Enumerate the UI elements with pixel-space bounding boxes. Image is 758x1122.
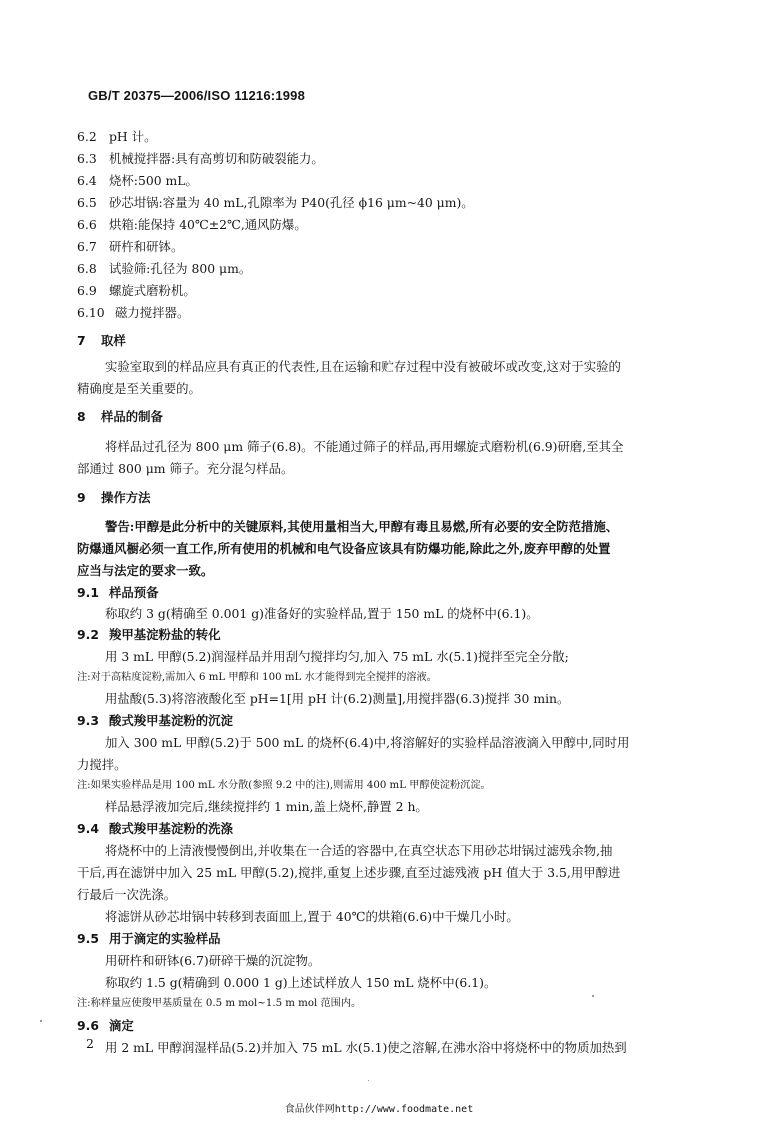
item-number: 6.6 <box>77 217 97 232</box>
list-item <box>77 214 307 235</box>
paragraph: 精确度是至关重要的。 <box>77 381 201 396</box>
paragraph: 将滤饼从砂芯坩锅中转移到表面皿上,置于 40℃的烘箱(6.6)中干燥几小时。 <box>105 909 519 924</box>
note: 注:对于高粘度淀粉,需加入 6 mL 甲醇和 100 mL 水才能得到完全搅拌的溶液。 <box>77 672 437 683</box>
item-text: 试验筛:孔径为 800 μm。 <box>109 261 252 276</box>
subsection-heading-9-2: 9.2 羧甲基淀粉盐的转化 <box>77 627 221 642</box>
section-heading-8: 8 样品的制备 <box>77 409 163 424</box>
scan-speck <box>592 995 594 997</box>
warning-text: 应当与法定的要求一致。 <box>77 563 214 578</box>
list-item <box>77 280 196 301</box>
paragraph: 将烧杯中的上清液慢慢倒出,并收集在一合适的容器中,在真空状态下用砂芯坩锅过滤残余物,抽 <box>105 843 613 858</box>
paragraph: 称取约 1.5 g(精确到 0.000 1 g)上述试样放人 150 mL 烧杯中(6.1)。 <box>105 975 497 990</box>
subsection-heading-9-4: 9.4 酸式羧甲基淀粉的洗涤 <box>77 821 233 836</box>
item-text: 烘箱:能保持 40℃±2℃,通风防爆。 <box>109 217 307 232</box>
paragraph: 样品悬浮液加完后,继续搅拌约 1 min,盖上烧杯,静置 2 h。 <box>105 799 428 814</box>
list-item <box>77 148 324 169</box>
paragraph: 干后,再在滤饼中加入 25 mL 甲醇(5.2),搅拌,重复上述步骤,直至过滤残液 pH 值大于 3.5,用甲醇进 <box>77 865 621 880</box>
list-item <box>77 258 251 279</box>
warning-text: 警告:甲醇是此分析中的关键原料,其使用量相当大,甲醇有毒且易燃,所有必要的安全防范措施、 <box>105 519 619 534</box>
note: 注:称样量应使羧甲基质量在 0.5 m mol~1.5 m mol 范围内。 <box>77 998 362 1009</box>
item-text: 烧杯:500 mL。 <box>109 173 198 188</box>
paragraph: 行最后一次洗涤。 <box>77 887 177 902</box>
item-number: 6.9 <box>77 283 97 298</box>
paragraph: 用 3 mL 甲醇(5.2)润湿样品并用刮勺搅拌均匀,加入 75 mL 水(5.1)搅拌至完全分散; <box>105 649 569 664</box>
item-number: 6.3 <box>77 151 97 166</box>
paragraph: 将样品过孔径为 800 μm 筛子(6.8)。不能通过筛子的样品,再用螺旋式磨粉机(6.9)研磨,至其全 <box>105 439 624 454</box>
item-text: 研杵和研钵。 <box>109 239 184 254</box>
list-item <box>77 236 183 257</box>
paragraph: 称取约 3 g(精确至 0.001 g)准备好的实验样品,置于 150 mL 的烧杯中(6.1)。 <box>105 606 539 621</box>
list-item <box>77 192 474 213</box>
section-heading-9: 9 操作方法 <box>77 490 151 505</box>
list-item <box>77 302 189 323</box>
note: 注:如果实验样品是用 100 mL 水分散(参照 9.2 中的注),则需用 400 mL 甲醇使淀粉沉淀。 <box>77 780 491 791</box>
document-header: GB/T 20375—2006/ISO 11216:1998 <box>88 88 306 103</box>
paragraph: 力搅拌。 <box>77 757 127 772</box>
item-number: 6.8 <box>77 261 97 276</box>
section-heading-7: 7 取样 <box>77 333 126 348</box>
paragraph: 用 2 mL 甲醇润湿样品(5.2)并加入 75 mL 水(5.1)使之溶解,在沸水浴中将烧杯中的物质加热到 <box>105 1040 627 1055</box>
item-text: 磁力搅拌器。 <box>115 305 190 320</box>
item-text: 螺旋式磨粉机。 <box>109 283 196 298</box>
paragraph: 用盐酸(5.3)将溶液酸化至 pH=1[用 pH 计(6.2)测量],用搅拌器(6.3)搅拌 30 min。 <box>105 691 570 706</box>
subsection-heading-9-6: 9.6 滴定 <box>77 1018 134 1033</box>
item-text: pH 计。 <box>109 129 157 144</box>
footer-watermark: 食品伙伴网http://www.foodmate.net <box>284 1104 474 1115</box>
item-number: 6.4 <box>77 173 97 188</box>
paragraph: 用研杵和研钵(6.7)研碎干燥的沉淀物。 <box>105 953 321 968</box>
item-text: 砂芯坩锅:容量为 40 mL,孔隙率为 P40(孔径 ϕ16 μm~40 μm)。 <box>109 195 474 210</box>
item-number: 6.10 <box>77 305 105 320</box>
paragraph: 实验室取到的样品应具有真正的代表性,且在运输和贮存过程中没有被破坏或改变,这对于实验的 <box>105 359 621 374</box>
subsection-heading-9-3: 9.3 酸式羧甲基淀粉的沉淀 <box>77 713 233 728</box>
page-number: 2 <box>86 1036 94 1051</box>
scan-speck <box>368 1080 369 1081</box>
subsection-heading-9-1: 9.1 样品预备 <box>77 585 159 600</box>
scan-speck <box>40 1020 42 1022</box>
list-item <box>77 126 156 147</box>
warning-text: 防爆通风橱必须一直工作,所有使用的机械和电气设备应该具有防爆功能,除此之外,废弃甲醇的处置 <box>77 541 611 556</box>
paragraph: 加入 300 mL 甲醇(5.2)于 500 mL 的烧杯(6.4)中,将溶解好的实验样品溶液滴入甲醇中,同时用 <box>105 735 630 750</box>
list-item <box>77 170 198 191</box>
item-number: 6.7 <box>77 239 97 254</box>
subsection-heading-9-5: 9.5 用于滴定的实验样品 <box>77 931 221 946</box>
paragraph: 部通过 800 μm 筛子。充分混匀样品。 <box>77 461 294 476</box>
item-number: 6.5 <box>77 195 97 210</box>
item-text: 机械搅拌器:具有高剪切和防破裂能力。 <box>109 151 324 166</box>
item-number: 6.2 <box>77 129 97 144</box>
